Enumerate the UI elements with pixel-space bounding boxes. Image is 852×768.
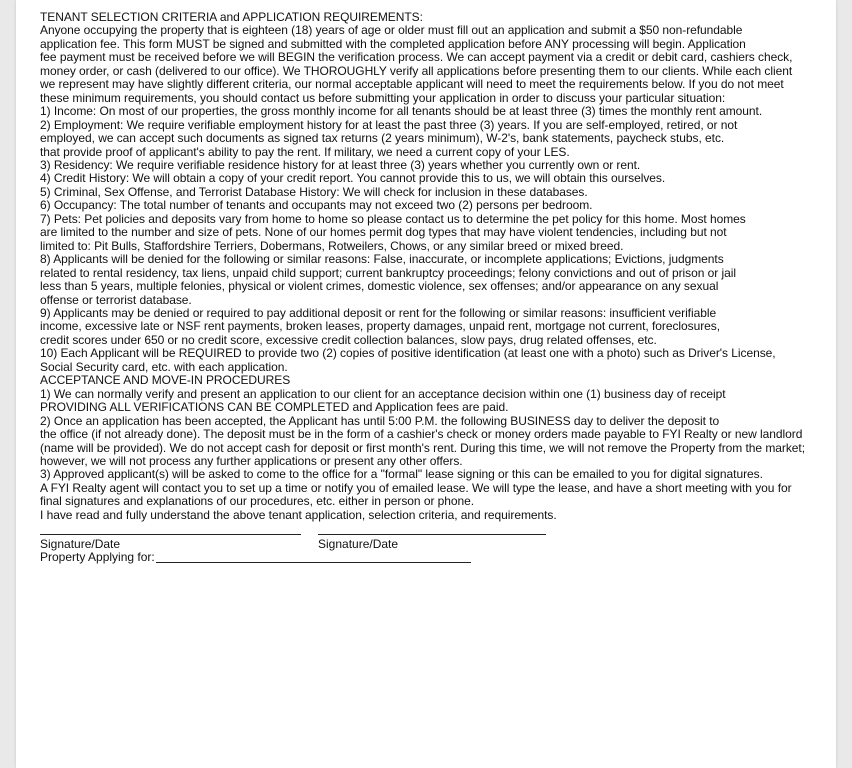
property-applying-line (156, 562, 471, 563)
signature-line-right (318, 534, 546, 535)
text-line: A FYI Realty agent will contact you to set up a time or notify you of emailed lease. We will type the lease, and have a short meeting with you for (40, 480, 792, 495)
text-line: 6) Occupancy: The total number of tenants and occupants may not exceed two (2) persons per bedroom. (40, 198, 593, 213)
criteria-text (40, 11, 830, 522)
text-line: 3) Residency: We require verifiable residence history for at least three (3) years whether you currently own or rent. (40, 157, 641, 172)
property-applying-label: Property Applying for: (40, 550, 155, 564)
text-line: that provide proof of applicant's ability to pay the rent. If military, we need a current copy of your LES. (40, 144, 570, 159)
text-line: fee payment must be received before we will BEGIN the verification process. We can accept payment via a credit or debit card, cashiers check, (40, 50, 793, 65)
text-line: the office (if not already done). The deposit must be in the form of a cashier's check or money orders made payable to FYI Realty or new landlord (40, 427, 803, 442)
text-line: PROVIDING ALL VERIFICATIONS CAN BE COMPLETED and Application fees are paid. (40, 400, 509, 415)
text-line: are limited to the number and size of pets. None of our homes permit dog types that may have violent tendencies, including but not (40, 225, 727, 240)
text-line: 9) Applicants may be denied or required to pay additional deposit or rent for the following or similar reasons: insufficient verifiable (40, 305, 717, 320)
text-line: final signatures and explanations of our procedures, etc. either in person or phone. (40, 494, 475, 509)
text-line: these minimum requirements, you should contact us before submitting your application in order to discuss your particular situation: (40, 90, 726, 105)
text-line: (name will be provided). We do not accept cash for deposit or first month's rent. During this time, we will not remove the Property from the market; (40, 440, 805, 455)
text-line: 8) Applicants will be denied for the following or similar reasons: False, inaccurate, or incomplete applications; Evictions, judgments (40, 252, 724, 267)
text-line: I have read and fully understand the above tenant application, selection criteria, and requirements. (40, 507, 557, 522)
text-line: money order, or cash (delivered to our office). We THOROUGHLY verify all applications before presenting them to our clients. While each client (40, 63, 793, 78)
text-line: 1) We can normally verify and present an application to our client for an acceptance decision within one (1) business day of receipt (40, 386, 726, 401)
signature-date-label-right: Signature/Date (318, 537, 399, 551)
text-line: application fee. This form MUST be signed and submitted with the completed application before ANY processing will begin. Application (40, 36, 746, 51)
text-line: 7) Pets: Pet policies and deposits vary from home to home so please contact us to determine the pet policy for this home. Most homes (40, 211, 746, 226)
text-line: 4) Credit History: We will obtain a copy of your credit report. You cannot provide this to us, we will obtain this ourselves. (40, 171, 666, 186)
text-line: however, we will not process any further applications or present any other offers. (40, 453, 463, 468)
text-line: credit scores under 650 or no credit score, excessive credit collection balances, slow pays, drug related offenses, etc. (40, 332, 657, 347)
text-line: 2) Once an application has been accepted, the Applicant has until 5:00 P.M. the following BUSINESS day to deliver the deposit to (40, 413, 720, 428)
text-line: employed, we can accept such documents as signed tax returns (2 years minimum), W-2's, bank statements, paycheck stubs, etc. (40, 131, 725, 146)
text-line: Anyone occupying the property that is eighteen (18) years of age or older must fill out an application and submit a $50 non-refundable (40, 23, 743, 38)
text-line: 10) Each Applicant will be REQUIRED to provide two (2) copies of positive identification (at least one with a photo) such as Driver's License, (40, 346, 776, 361)
text-line: related to rental residency, tax liens, unpaid child support; current bankruptcy proceedings; felony convictions and out of prison or jail (40, 265, 736, 280)
signature-date-label-left: Signature/Date (40, 537, 121, 551)
text-line: 1) Income: On most of our properties, the gross monthly income for all tenants should be at least three (3) times the monthly rent amount. (40, 104, 763, 119)
text-line: income, excessive late or NSF rent payments, broken leases, property damages, unpaid rent, mortgage not current, foreclosures, (40, 319, 721, 334)
text-line: 2) Employment: We require verifiable employment history for at least the past three (3) years. If you are self-employed, retired, or not (40, 117, 738, 132)
signature-line-left (40, 534, 301, 535)
text-line: 5) Criminal, Sex Offense, and Terrorist Database History: We will check for inclusion in these databases. (40, 184, 588, 199)
text-line: Social Security card, etc. with each application. (40, 359, 288, 374)
text-line: less than 5 years, multiple felonies, physical or violent crimes, domestic violence, sex offenses; and/or appearance on any sexual (40, 279, 719, 294)
section-heading: ACCEPTANCE AND MOVE-IN PROCEDURES (40, 373, 291, 388)
text-line: offense or terrorist database. (40, 292, 192, 307)
text-line: we represent may have slightly different criteria, our normal acceptable applicant will need to meet the requirements below. If you do not meet (40, 77, 784, 92)
header-remnant (40, 0, 340, 2)
text-line: 3) Approved applicant(s) will be asked to come to the office for a "formal" lease signing or this can be emailed to you for digital signatures. (40, 467, 763, 482)
text-line: limited to: Pit Bulls, Staffordshire Terriers, Dobermans, Rotweilers, Chows, or any similar breed or mixed breed. (40, 238, 624, 253)
section-heading: TENANT SELECTION CRITERIA and APPLICATION REQUIREMENTS: (40, 10, 423, 24)
